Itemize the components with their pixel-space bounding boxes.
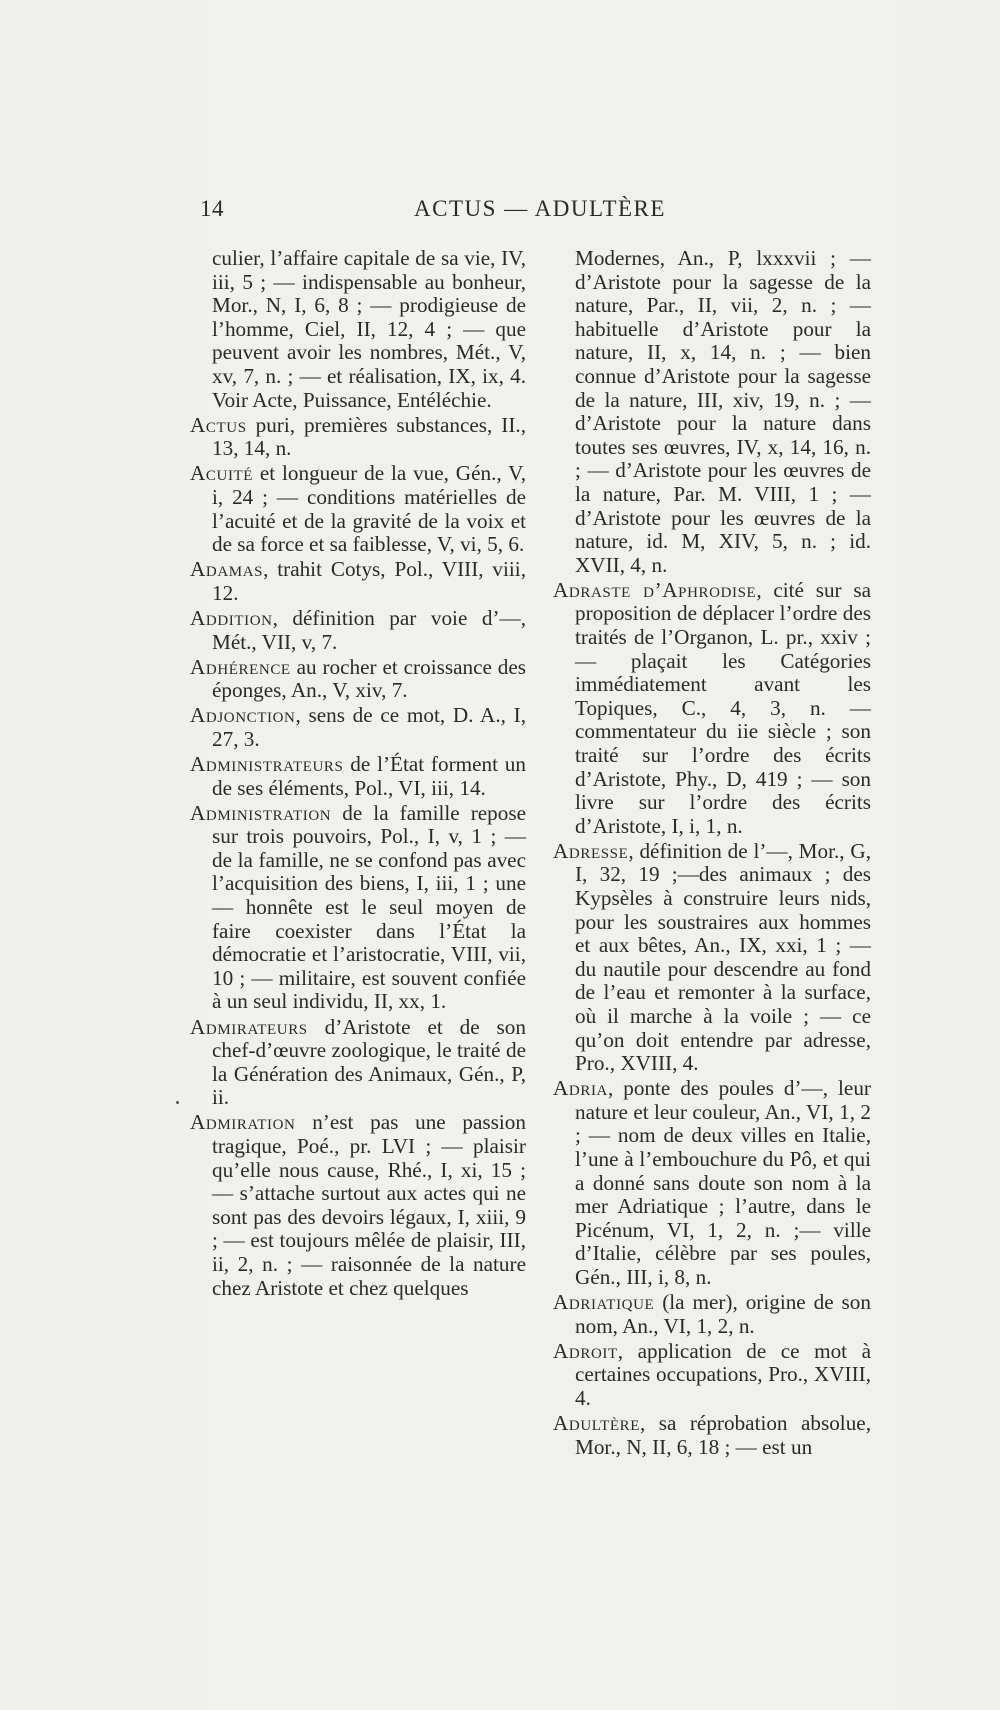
- index-entry: [553, 1291, 871, 1338]
- entry-text: , sa réprobation absolue, Mor., N, II, 6, 18 ; — est un: [575, 1411, 871, 1459]
- entry-text: , trahit Cotys, Pol., VIII, viii, 12.: [212, 557, 526, 605]
- entry-headword: Admirateurs: [190, 1014, 308, 1039]
- index-entry: [553, 247, 871, 577]
- entry-text: et longueur de la vue, Gén., V, i, 24 ; — conditions matérielles de l’acuité et de la gravité de la voix et de sa force et sa faiblesse, V, vi, 5, 6.: [212, 461, 526, 557]
- entry-text: , cité sur sa proposition de déplacer l’ordre des traités de l’Organon, L. pr., xxiv ; — plaçait les Catégories immédiatement avant les Topiques, C., 4, 3, n. — commentateur du iie siècle ; son traité sur l’ordre des écrits d’Aristote, Phy., D, 419 ; — son livre sur l’ordre des écrits d’Aristote, I, i, 1, n.: [575, 577, 871, 838]
- index-entry: [553, 1340, 871, 1411]
- entry-text: , sens de ce mot, D. A., I, 27, 3.: [212, 703, 526, 751]
- entry-headword: Adria: [553, 1076, 608, 1101]
- entry-headword: Adhérence: [190, 654, 291, 679]
- entry-text: de l’État forment un de ses éléments, Pol., VI, iii, 14.: [212, 751, 526, 800]
- entry-headword: Admiration: [190, 1110, 296, 1135]
- entry-text: Modernes, An., P, lxxxvii ; — d’Aristote pour la sagesse de la nature, Par., II, vii, 2, n. ; — habituelle d’Aristote pour la nature, II, x, 14, n. ; — bien connue d’Aristote pour la sagesse de la nature, III, xiv, 19, n. ; — d’Aristote pour la nature dans toutes ses œuvres, IV, x, 14, 16, n. ; — d’Aristote pour les œuvres de la nature, Par. M. VIII, 1 ; — d’Aristote pour les œuvres de la nature, id. M, XIV, 5, n. ; id. XVII, 4, n.: [575, 246, 871, 577]
- entry-headword: Adraste d’Aphrodise: [553, 577, 757, 602]
- entry-text: puri, premières substances, II., 13, 14, n.: [212, 412, 526, 461]
- index-entry: [190, 1016, 526, 1110]
- index-entry: [190, 414, 526, 461]
- entry-headword: Adamas: [190, 557, 264, 582]
- entry-headword: Adriatique: [553, 1290, 655, 1315]
- index-entry: [553, 1412, 871, 1459]
- entry-headword: Adresse: [553, 838, 629, 863]
- entry-text: , définition de l’—, Mor., G, I, 32, 19 ;—des animaux ; des Kypsèles à construire leurs nids, pour les soustraires aux hommes et aux bêtes, An., IX, xxi, 1 ; — du nautile pour descendre au fond de l’eau et remonter à la surface, où il marche à la voile ; — ce qu’on doit entendre par adresse, Pro., XVIII, 4.: [575, 838, 871, 1076]
- entry-text: , ponte des poules d’—, leur nature et leur couleur, An., VI, 1, 2 ; — nom de deux villes en Italie, l’une à l’embouchure du Pô, et qui a donné sans doute son nom à la mer Adriatique ; l’autre, dans le Picénum, VI, 1, 2, n. ;— ville d’Italie, célèbre par ses poules, Gén., III, i, 8, n.: [575, 1076, 871, 1290]
- index-entry: [190, 607, 526, 654]
- index-entry: [190, 656, 526, 703]
- entry-text: , application de ce mot à certaines occupations, Pro., XVIII, 4.: [575, 1338, 871, 1410]
- entry-text: d’Aristote et de son chef-d’œuvre zoologique, le traité de la Génération des Animaux, Gén., P, ii.: [212, 1014, 526, 1110]
- entry-text: au rocher et croissance des éponges, An., V, xiv, 7.: [212, 654, 526, 703]
- entry-headword: Administrateurs: [190, 751, 344, 776]
- index-entry: [553, 840, 871, 1076]
- entry-headword: Adultère: [553, 1411, 641, 1436]
- running-head: ACTUS — ADULTÈRE: [414, 196, 666, 221]
- index-entry: [190, 802, 526, 1014]
- entry-text: de la famille repose sur trois pouvoirs, Pol., I, v, 1 ; — de la famille, ne se confond pas avec l’acquisition des biens, I, iii, 1 ; une — honnête est le seul moyen de faire coexister dans l’État la démocratie et l’aristocratie, VIII, vii, 10 ; — militaire, est souvent confiée à un seul individu, II, xx, 1.: [212, 800, 526, 1014]
- margin-ink-dot: [176, 1101, 179, 1104]
- entry-text: n’est pas une passion tragique, Poé., pr. LVI ; — plaisir qu’elle nous cause, Rhé., I, xi, 15 ; — s’attache surtout aux actes qui ne sont pas des devoirs légaux, I, xiii, 9 ; — est toujours mêlée de plaisir, III, ii, 2, n. ; — raisonnée de la nature chez Aristote et chez quelques: [212, 1110, 526, 1300]
- entry-headword: Administration: [190, 800, 332, 825]
- page-header: [200, 196, 680, 230]
- index-entry: [190, 462, 526, 556]
- entry-headword: Actus: [190, 412, 247, 437]
- index-entry: [190, 753, 526, 800]
- page-number: 14: [200, 196, 224, 221]
- index-entry: [190, 558, 526, 605]
- entry-headword: Adjonction: [190, 703, 296, 728]
- left-column: [190, 247, 526, 1302]
- index-entry: [190, 704, 526, 751]
- entry-headword: Acuité: [190, 461, 254, 486]
- entry-headword: Adroit: [553, 1338, 618, 1363]
- entry-text: , définition par voie d’—, Mét., VII, v, 7.: [212, 605, 526, 654]
- index-entry: [553, 579, 871, 839]
- right-column: [553, 247, 871, 1461]
- index-entry: [190, 1111, 526, 1300]
- entry-headword: Addition: [190, 605, 273, 630]
- entry-text: culier, l’affaire capitale de sa vie, IV, iii, 5 ; — indispensable au bonheur, Mor., N, I, 6, 8 ; — prodigieuse de l’homme, Ciel, II, 12, 4 ; — que peuvent avoir les nombres, Mét., V, xv, 7, n. ; — et réalisation, IX, ix, 4. Voir Acte, Puissance, Entéléchie.: [212, 246, 526, 412]
- index-entry: [190, 247, 526, 412]
- entry-text: (la mer), origine de son nom, An., VI, 1, 2, n.: [575, 1290, 871, 1338]
- index-entry: [553, 1077, 871, 1289]
